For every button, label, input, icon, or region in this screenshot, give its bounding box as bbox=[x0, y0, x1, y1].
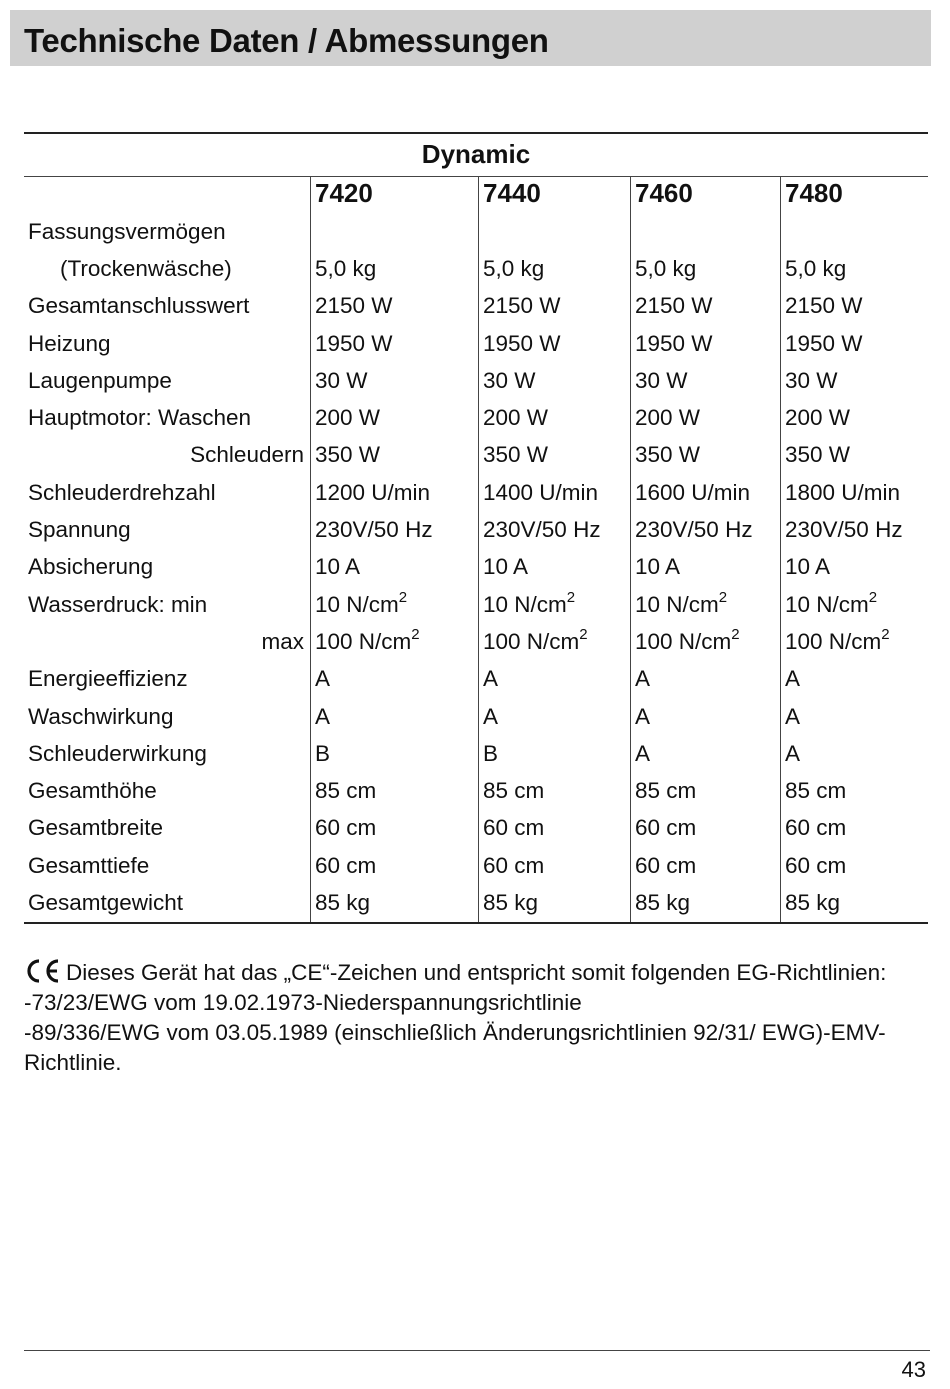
spec-table bbox=[24, 132, 928, 924]
value-cell bbox=[780, 588, 928, 618]
table-row bbox=[24, 250, 928, 287]
value-text: 230V/50 Hz bbox=[635, 517, 753, 543]
value-text: 85 kg bbox=[635, 889, 691, 915]
table-row bbox=[24, 661, 928, 698]
value-cell bbox=[780, 666, 928, 692]
value-text: 2150 W bbox=[315, 293, 393, 319]
value-text: 30 W bbox=[483, 367, 536, 393]
value-text: 1950 W bbox=[785, 330, 863, 356]
model-header: 7440 bbox=[483, 178, 541, 208]
value-text: 30 W bbox=[635, 367, 688, 393]
row-label: Laugenpumpe bbox=[28, 367, 172, 393]
row-label: Gesamtgewicht bbox=[28, 889, 184, 915]
table-row bbox=[24, 772, 928, 809]
value-cell bbox=[478, 480, 630, 506]
value-text: 85 kg bbox=[785, 889, 841, 915]
table-row bbox=[24, 549, 928, 586]
value-text: 100 N/cm bbox=[315, 628, 412, 654]
row-label: Energieeffizienz bbox=[28, 666, 188, 692]
table-row bbox=[24, 288, 928, 325]
value-text: 10 A bbox=[483, 554, 529, 580]
value-text: 100 N/cm bbox=[635, 628, 732, 654]
value-cell bbox=[780, 554, 928, 580]
value-cell bbox=[478, 293, 630, 319]
value-cell bbox=[630, 480, 780, 506]
table-row bbox=[24, 437, 928, 474]
value-text: 85 cm bbox=[785, 778, 847, 804]
value-cell bbox=[630, 704, 780, 730]
value-cell bbox=[310, 293, 478, 319]
value-cell bbox=[630, 890, 780, 916]
value-text: 200 W bbox=[785, 405, 851, 431]
value-cell bbox=[478, 625, 630, 655]
value-text: 5,0 kg bbox=[635, 255, 697, 281]
value-cell bbox=[630, 517, 780, 543]
table-row bbox=[24, 735, 928, 772]
value-cell bbox=[478, 853, 630, 879]
value-text: 230V/50 Hz bbox=[315, 517, 433, 543]
value-text: A bbox=[785, 740, 801, 766]
value-cell bbox=[630, 666, 780, 692]
row-label: Schleuderwirkung bbox=[28, 740, 207, 766]
table-row bbox=[24, 511, 928, 548]
spec-rows bbox=[24, 213, 928, 922]
footer-rule bbox=[24, 1350, 930, 1351]
value-cell bbox=[310, 890, 478, 916]
value-cell bbox=[780, 890, 928, 916]
value-text: 350 W bbox=[785, 442, 851, 468]
table-row bbox=[24, 325, 928, 362]
value-cell bbox=[780, 741, 928, 767]
value-text: A bbox=[483, 666, 499, 692]
value-text: 1950 W bbox=[315, 330, 393, 356]
row-label: max bbox=[261, 628, 304, 654]
row-label: Schleuderdrehzahl bbox=[28, 479, 216, 505]
value-cell bbox=[630, 405, 780, 431]
row-label: Gesamtbreite bbox=[28, 815, 164, 841]
model-header-row bbox=[24, 177, 928, 213]
value-cell bbox=[780, 256, 928, 282]
table-row bbox=[24, 399, 928, 436]
value-text: 60 cm bbox=[785, 815, 847, 841]
value-cell bbox=[780, 442, 928, 468]
value-cell bbox=[310, 368, 478, 394]
row-label: (Trockenwäsche) bbox=[60, 255, 232, 281]
value-cell bbox=[780, 368, 928, 394]
value-cell bbox=[780, 853, 928, 879]
value-cell bbox=[630, 368, 780, 394]
table-row bbox=[24, 810, 928, 847]
value-text: 10 N/cm bbox=[483, 591, 567, 617]
value-cell bbox=[780, 293, 928, 319]
superscript: 2 bbox=[731, 625, 740, 643]
value-cell bbox=[630, 625, 780, 655]
value-cell bbox=[310, 741, 478, 767]
value-text: 60 cm bbox=[315, 852, 377, 878]
value-text: 200 W bbox=[315, 405, 381, 431]
value-cell bbox=[630, 853, 780, 879]
value-cell bbox=[310, 666, 478, 692]
row-label: Fassungsvermögen bbox=[28, 218, 226, 244]
value-cell bbox=[310, 625, 478, 655]
value-text: 10 A bbox=[635, 554, 681, 580]
superscript: 2 bbox=[411, 625, 420, 643]
value-cell bbox=[630, 778, 780, 804]
value-text: 2150 W bbox=[483, 293, 561, 319]
value-cell bbox=[478, 778, 630, 804]
value-text: B bbox=[315, 740, 331, 766]
value-text: B bbox=[483, 740, 499, 766]
table-bottom-rule bbox=[24, 922, 928, 924]
value-text: 30 W bbox=[315, 367, 368, 393]
value-text: 30 W bbox=[785, 367, 838, 393]
value-text: 1950 W bbox=[483, 330, 561, 356]
row-label: Absicherung bbox=[28, 554, 154, 580]
value-cell bbox=[780, 704, 928, 730]
value-text: 10 A bbox=[315, 554, 361, 580]
value-text: 85 kg bbox=[483, 889, 539, 915]
value-cell bbox=[630, 293, 780, 319]
value-text: 60 cm bbox=[635, 815, 697, 841]
value-text: 85 cm bbox=[315, 778, 377, 804]
row-label: Gesamthöhe bbox=[28, 778, 157, 804]
value-cell bbox=[478, 517, 630, 543]
value-cell bbox=[630, 256, 780, 282]
value-cell bbox=[478, 554, 630, 580]
value-text: 85 cm bbox=[635, 778, 697, 804]
value-cell bbox=[478, 588, 630, 618]
value-text: 10 N/cm bbox=[785, 591, 869, 617]
superscript: 2 bbox=[718, 588, 728, 606]
value-text: 10 N/cm bbox=[635, 591, 719, 617]
value-text: 60 cm bbox=[785, 852, 847, 878]
value-text: 230V/50 Hz bbox=[483, 517, 601, 543]
value-cell bbox=[478, 666, 630, 692]
series-heading: Dynamic bbox=[24, 134, 928, 177]
superscript: 2 bbox=[881, 625, 890, 643]
ce-note-line bbox=[24, 958, 934, 988]
value-text: 5,0 kg bbox=[315, 255, 377, 281]
value-cell bbox=[310, 853, 478, 879]
value-cell bbox=[478, 741, 630, 767]
value-text: 350 W bbox=[483, 442, 549, 468]
value-text: 1800 U/min bbox=[785, 479, 901, 505]
value-cell bbox=[310, 331, 478, 357]
page-number: 43 bbox=[901, 1357, 926, 1382]
table-row bbox=[24, 847, 928, 884]
value-text: A bbox=[785, 666, 801, 692]
value-cell bbox=[310, 815, 478, 841]
header-bar bbox=[10, 10, 931, 66]
value-cell bbox=[478, 256, 630, 282]
value-text: 60 cm bbox=[483, 852, 545, 878]
value-text: 2150 W bbox=[635, 293, 713, 319]
value-text: A bbox=[315, 666, 331, 692]
value-text: 2150 W bbox=[785, 293, 863, 319]
value-text: 200 W bbox=[635, 405, 701, 431]
value-text: 350 W bbox=[315, 442, 381, 468]
column-divider bbox=[630, 177, 631, 922]
value-cell bbox=[478, 368, 630, 394]
value-cell bbox=[780, 815, 928, 841]
row-label: Heizung bbox=[28, 330, 111, 356]
value-cell bbox=[478, 405, 630, 431]
value-text: 1200 U/min bbox=[315, 479, 431, 505]
value-text: A bbox=[315, 703, 331, 729]
value-cell bbox=[630, 442, 780, 468]
column-divider bbox=[310, 177, 311, 922]
row-label: Schleudern bbox=[190, 442, 304, 468]
value-text: 10 N/cm bbox=[315, 591, 399, 617]
value-cell bbox=[780, 331, 928, 357]
table-row bbox=[24, 474, 928, 511]
value-text: 100 N/cm bbox=[483, 628, 580, 654]
row-label: Gesamttiefe bbox=[28, 852, 150, 878]
value-text: 230V/50 Hz bbox=[785, 517, 903, 543]
value-text: 1600 U/min bbox=[635, 479, 751, 505]
value-cell bbox=[478, 442, 630, 468]
value-cell bbox=[780, 405, 928, 431]
value-text: 60 cm bbox=[635, 852, 697, 878]
directive-line: -89/336/EWG vom 03.05.1989 (einschließlich Änderungsrichtlinien 92/31/ EWG)-EMV-Richtlinie. bbox=[24, 1020, 886, 1075]
row-label: Spannung bbox=[28, 517, 131, 543]
superscript: 2 bbox=[868, 588, 878, 606]
value-cell bbox=[310, 442, 478, 468]
value-cell bbox=[310, 517, 478, 543]
value-cell bbox=[310, 405, 478, 431]
page-title: Technische Daten / Abmessungen bbox=[24, 22, 549, 59]
table-row bbox=[24, 698, 928, 735]
value-cell bbox=[630, 331, 780, 357]
value-cell bbox=[478, 704, 630, 730]
ce-mark-icon bbox=[24, 959, 62, 983]
value-text: 60 cm bbox=[315, 815, 377, 841]
value-text: 100 N/cm bbox=[785, 628, 882, 654]
superscript: 2 bbox=[398, 588, 408, 606]
value-cell bbox=[310, 588, 478, 618]
value-cell bbox=[310, 480, 478, 506]
row-label: Waschwirkung bbox=[28, 703, 174, 729]
value-text: A bbox=[785, 703, 801, 729]
value-text: 60 cm bbox=[483, 815, 545, 841]
value-text: 10 A bbox=[785, 554, 831, 580]
value-text: A bbox=[483, 703, 499, 729]
value-text: 5,0 kg bbox=[785, 255, 847, 281]
spec-grid bbox=[24, 177, 928, 922]
model-header: 7480 bbox=[785, 178, 843, 208]
value-cell bbox=[630, 554, 780, 580]
value-cell bbox=[780, 480, 928, 506]
value-cell bbox=[780, 625, 928, 655]
superscript: 2 bbox=[579, 625, 588, 643]
value-cell bbox=[780, 778, 928, 804]
table-row bbox=[24, 213, 928, 250]
column-divider bbox=[478, 177, 479, 922]
value-text: 85 cm bbox=[483, 778, 545, 804]
value-cell bbox=[310, 704, 478, 730]
ce-notes bbox=[24, 958, 934, 1078]
column-divider bbox=[780, 177, 781, 922]
value-text: 1950 W bbox=[635, 330, 713, 356]
value-text: A bbox=[635, 740, 651, 766]
model-header: 7420 bbox=[315, 178, 373, 208]
value-cell bbox=[310, 778, 478, 804]
model-header: 7460 bbox=[635, 178, 693, 208]
value-cell bbox=[478, 890, 630, 916]
table-row bbox=[24, 884, 928, 921]
value-cell bbox=[630, 741, 780, 767]
value-cell bbox=[780, 517, 928, 543]
ce-note-text: Dieses Gerät hat das „CE“-Zeichen und entspricht somit folgenden EG-Richtlinien: bbox=[66, 960, 887, 985]
value-cell bbox=[630, 815, 780, 841]
directive-line: -73/23/EWG vom 19.02.1973-Niederspannungsrichtlinie bbox=[24, 990, 582, 1015]
row-label: Wasserdruck: min bbox=[28, 591, 208, 617]
value-text: 350 W bbox=[635, 442, 701, 468]
table-row bbox=[24, 586, 928, 623]
value-cell bbox=[310, 256, 478, 282]
value-text: 1400 U/min bbox=[483, 479, 599, 505]
value-text: A bbox=[635, 703, 651, 729]
value-cell bbox=[310, 554, 478, 580]
value-text: 200 W bbox=[483, 405, 549, 431]
value-cell bbox=[478, 815, 630, 841]
table-row bbox=[24, 362, 928, 399]
superscript: 2 bbox=[566, 588, 576, 606]
value-text: 85 kg bbox=[315, 889, 371, 915]
table-row bbox=[24, 623, 928, 660]
row-label: Hauptmotor: Waschen bbox=[28, 405, 252, 431]
value-cell bbox=[630, 588, 780, 618]
row-label: Gesamtanschlusswert bbox=[28, 293, 250, 319]
value-text: 5,0 kg bbox=[483, 255, 545, 281]
value-cell bbox=[478, 331, 630, 357]
value-text: A bbox=[635, 666, 651, 692]
